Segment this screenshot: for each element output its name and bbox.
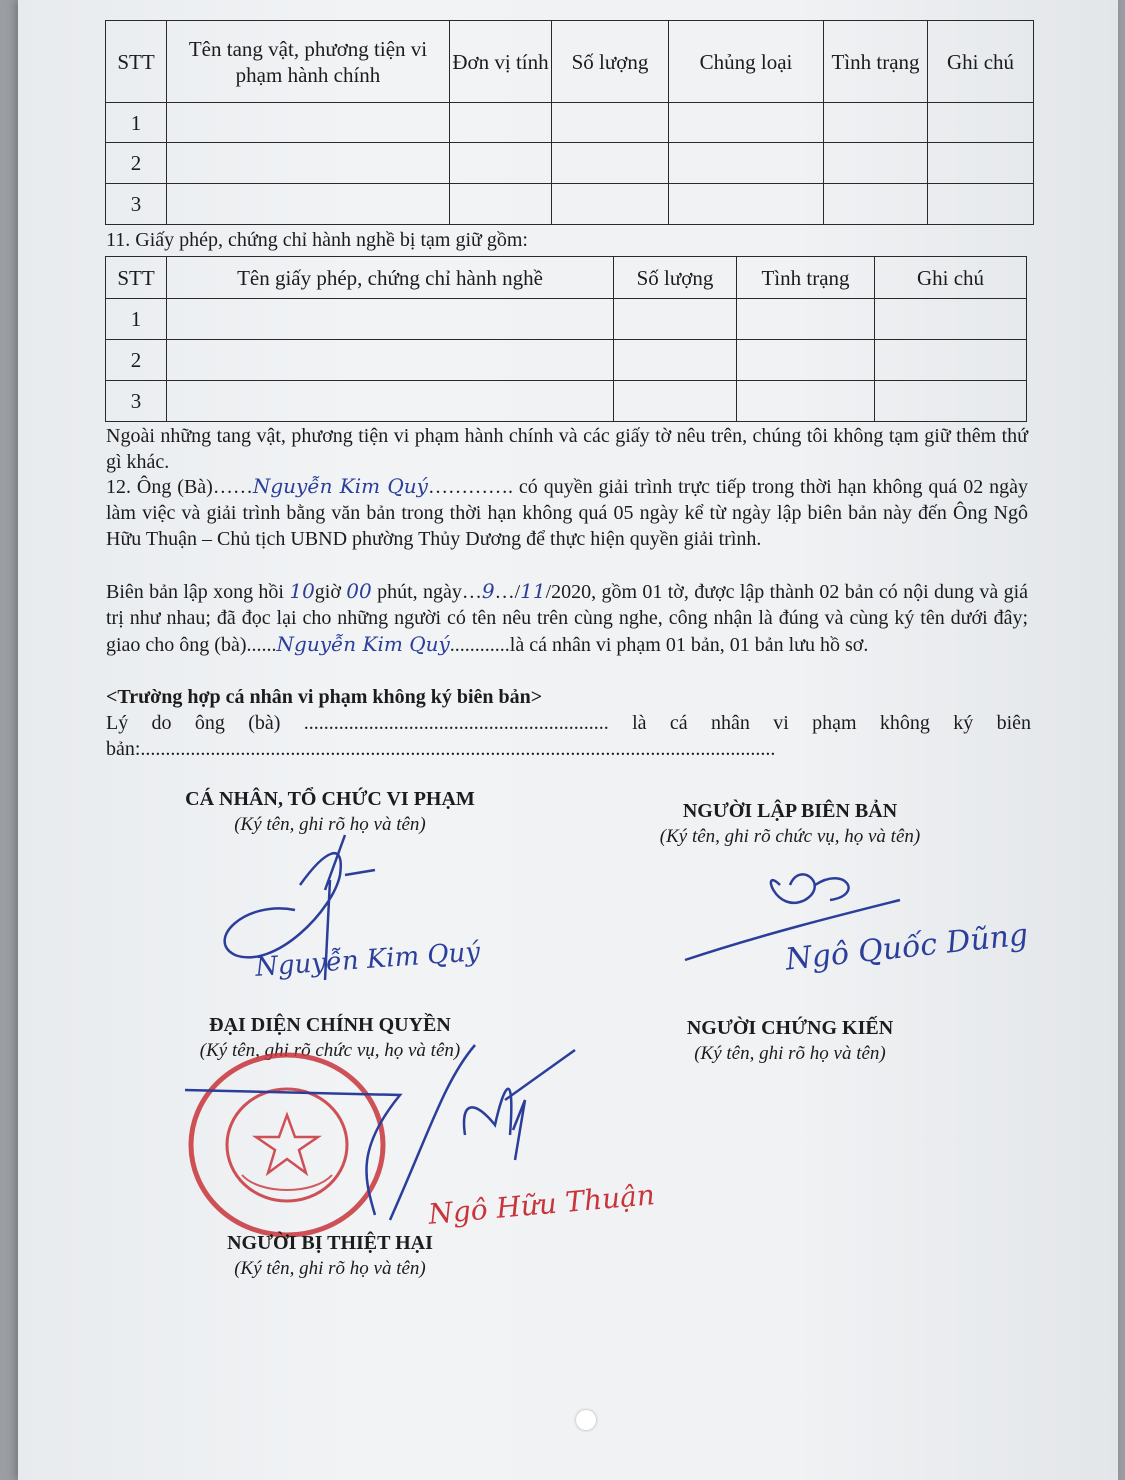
no-sign-title: <Trường hợp cá nhân vi phạm không ký biên bản> [106,686,543,708]
col-unit: Đơn vị tính [450,21,552,103]
table-row [106,143,1034,184]
col-item-name: Tên tang vật, phương tiện vi phạm hành chính [167,21,450,103]
col-note: Ghi chú [928,21,1034,103]
violator-subtitle: (Ký tên, ghi rõ họ và tên) [234,814,426,835]
section-11-title: 11. Giấy phép, chứng chỉ hành nghề bị tạm giữ gồm: [106,229,528,251]
victim-subtitle: (Ký tên, ghi rõ họ và tên) [234,1258,426,1279]
col-stt: STT [106,257,167,299]
row-number: 1 [106,103,167,143]
license-table [105,256,1027,422]
row-number: 2 [106,340,167,381]
closing-text: /2020, gồm 01 tờ, được lập thành 02 bản có nội dung và giá trị như nhau; đã đọc lại cho những người có tên nêu trên cùng nghe, công nhận là đúng và cùng ký tên dưới đây; giao cho ông (bà)...... [106,581,1029,656]
table-row [106,184,1034,225]
col-license-name: Tên giấy phép, chứng chỉ hành nghề [167,257,614,299]
closing-text: phút, ngày [377,581,462,603]
row-number: 1 [106,299,167,340]
section-12-paragraph [106,473,1028,552]
col-quantity: Số lượng [552,21,669,103]
col-status: Tình trạng [737,257,875,299]
no-sign-line-2: bản:............................................................................................................................... [106,738,776,760]
maker-handwritten-name: Ngô Quốc Dũng [783,917,1030,978]
closing-text: Biên bản lập xong hồi [106,581,284,603]
col-note: Ghi chú [875,257,1027,299]
no-sign-line-1: Lý do ông (bà) ............................................................. là cá nhân vi phạm không ký biên [106,712,1031,734]
row-number: 2 [106,143,167,184]
section-12-prefix: 12. Ông (Bà)…… [106,476,253,498]
table-row [106,381,1027,422]
handwritten-hour: 10 [289,579,315,603]
violator-title: CÁ NHÂN, TỔ CHỨC VI PHẠM [185,788,475,810]
government-handwritten-name: Ngô Hữu Thuận [426,1178,657,1231]
witness-subtitle: (Ký tên, ghi rõ họ và tên) [694,1043,886,1064]
table-row [106,340,1027,381]
col-quantity: Số lượng [614,257,737,299]
row-number: 3 [106,184,167,225]
row-number: 3 [106,381,167,422]
handwritten-recipient: Nguyễn Kim Quý [276,632,450,656]
section-12-text: …………. có quyền giải trình trực tiếp trong thời hạn không quá 02 ngày làm việc và giải trình bằng văn bản trong thời hạn không quá 05 ngày kể từ ngày lập biên bản này đến Ông Ngô Hữu Thuận – Chủ tịch UBND phường Thủy Dương để thực hiện quyền giải trình. [106,476,1029,550]
closing-text: ............là cá nhân vi phạm 01 bản, 01 bản lưu hồ sơ. [449,634,869,656]
col-status: Tình trạng [824,21,928,103]
government-subtitle: (Ký tên, ghi rõ chức vụ, họ và tên) [199,1040,461,1061]
col-type: Chủng loại [669,21,824,103]
maker-subtitle: (Ký tên, ghi rõ chức vụ, họ và tên) [659,826,921,847]
witness-title: NGƯỜI CHỨNG KIẾN [686,1017,894,1039]
handwritten-day: 9 [481,579,495,603]
handwritten-name: Nguyễn Kim Quý [252,474,428,498]
license-table-header [106,257,1027,299]
evidence-table [105,20,1034,225]
violator-handwritten-name: Nguyễn Kim Quý [254,937,482,983]
table-row [106,299,1027,340]
handwritten-month: 11 [520,579,546,603]
extra-items-paragraph: Ngoài những tang vật, phương tiện vi phạm hành chính và các giấy tờ nêu trên, chúng tôi không tạm giữ thêm thứ gì khác. [106,425,1028,473]
government-title: ĐẠI DIỆN CHÍNH QUYỀN [209,1014,451,1036]
evidence-table-header [106,21,1034,103]
table-row [106,103,1034,143]
victim-title: NGƯỜI BỊ THIỆT HẠI [227,1232,433,1254]
closing-text: giờ [314,581,341,603]
handwritten-minute: 00 [346,579,372,603]
col-stt: STT [106,21,167,103]
closing-paragraph: Biên bản lập xong hồi 10giờ 00 phút, ngày…9…/11/2020, gồm 01 tờ, được lập thành 02 bản có nội dung và giá trị như nhau; đã đọc lại cho những người có tên nêu trên cùng nghe, công nhận là đúng và cùng ký tên dưới đây; giao cho ông (bà)......Nguyễn Kim Quý............là cá nhân vi phạm 01 bản, 01 bản lưu hồ sơ. [106,579,1029,656]
page-indicator-dot[interactable] [576,1410,596,1430]
maker-title: NGƯỜI LẬP BIÊN BẢN [682,800,898,822]
